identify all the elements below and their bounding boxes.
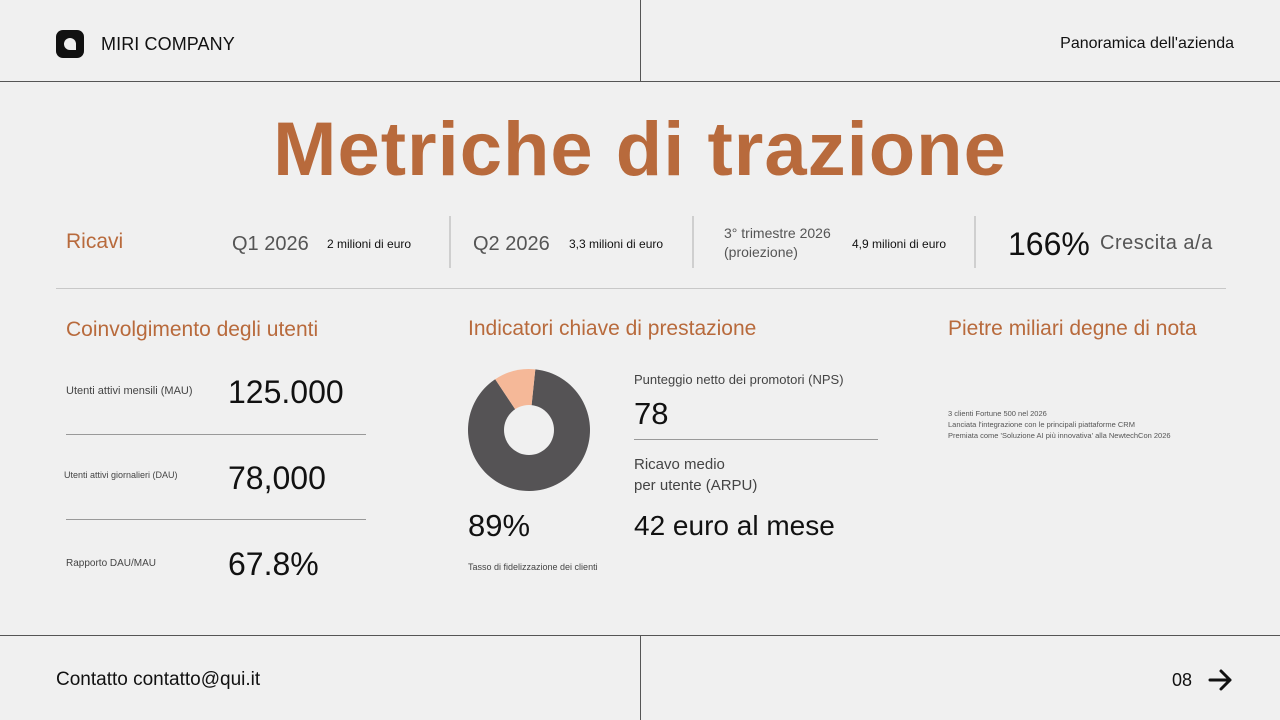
- q2-period: Q2 2026: [473, 233, 550, 255]
- contact-info: Contatto contatto@qui.it: [56, 669, 261, 690]
- milestone-item: 3 clienti Fortune 500 nel 2026: [948, 409, 1047, 418]
- revenue-separator: [449, 216, 451, 268]
- q1-period: Q1 2026: [232, 233, 309, 255]
- revenue-separator: [692, 216, 694, 268]
- q3-period: 3° trimestre 2026 (proiezione): [724, 225, 831, 260]
- mau-label: Utenti attivi mensili (MAU): [66, 385, 193, 397]
- section-label: Panoramica dell'azienda: [1060, 35, 1234, 52]
- q3-value: 4,9 milioni di euro: [852, 237, 947, 251]
- arrow-right-icon[interactable]: [1208, 667, 1234, 693]
- arpu-label: Ricavo medio per utente (ARPU): [634, 456, 758, 494]
- ratio-value: 67.8%: [228, 546, 319, 582]
- retention-label: Tasso di fidelizzazione dei clienti: [468, 562, 598, 572]
- page-number: 08: [1171, 670, 1192, 690]
- kpi-title: Indicatori chiave di prestazione: [468, 317, 757, 340]
- retention-value: 89%: [468, 508, 531, 543]
- milestone-item: Premiata come 'Soluzione AI più innovativa' alla NewtechCon 2026: [948, 431, 1171, 440]
- arpu-value: 42 euro al mese: [634, 510, 835, 541]
- engagement-divider: [66, 434, 366, 435]
- dau-value: 78,000: [228, 460, 326, 496]
- milestone-item: Lanciata l'integrazione con le principali piattaforme CRM: [948, 420, 1135, 429]
- q2-value: 3,3 milioni di euro: [569, 237, 664, 251]
- company-logo-icon: [56, 30, 84, 58]
- revenue-separator: [974, 216, 976, 268]
- brand-name: MIRI COMPANY: [101, 33, 235, 54]
- nps-value: 78: [634, 396, 669, 431]
- header-divider: [0, 81, 1280, 82]
- nps-label: Punteggio netto dei promotori (NPS): [634, 372, 844, 387]
- revenue-label: Ricavi: [66, 230, 124, 253]
- milestones-title: Pietre miliari degne di nota: [948, 317, 1197, 340]
- mau-value: 125.000: [228, 374, 344, 410]
- kpi-divider: [634, 439, 878, 440]
- growth-value: 166%: [1008, 226, 1090, 262]
- dau-label: Utenti attivi giornalieri (DAU): [64, 470, 178, 480]
- page-title: Metriche di trazione: [273, 107, 1007, 192]
- footer-vertical-divider: [640, 635, 641, 720]
- retention-donut-chart: [466, 368, 592, 494]
- donut-hole: [504, 405, 554, 455]
- ratio-label: Rapporto DAU/MAU: [66, 558, 157, 569]
- engagement-divider: [66, 519, 366, 520]
- revenue-divider: [56, 288, 1226, 289]
- brand: [56, 30, 235, 58]
- growth-label: Crescita a/a: [1100, 232, 1213, 254]
- milestones-list: [948, 408, 1171, 441]
- engagement-title: Coinvolgimento degli utenti: [66, 318, 319, 341]
- q1-value: 2 milioni di euro: [327, 237, 412, 251]
- header-vertical-divider: [640, 0, 641, 81]
